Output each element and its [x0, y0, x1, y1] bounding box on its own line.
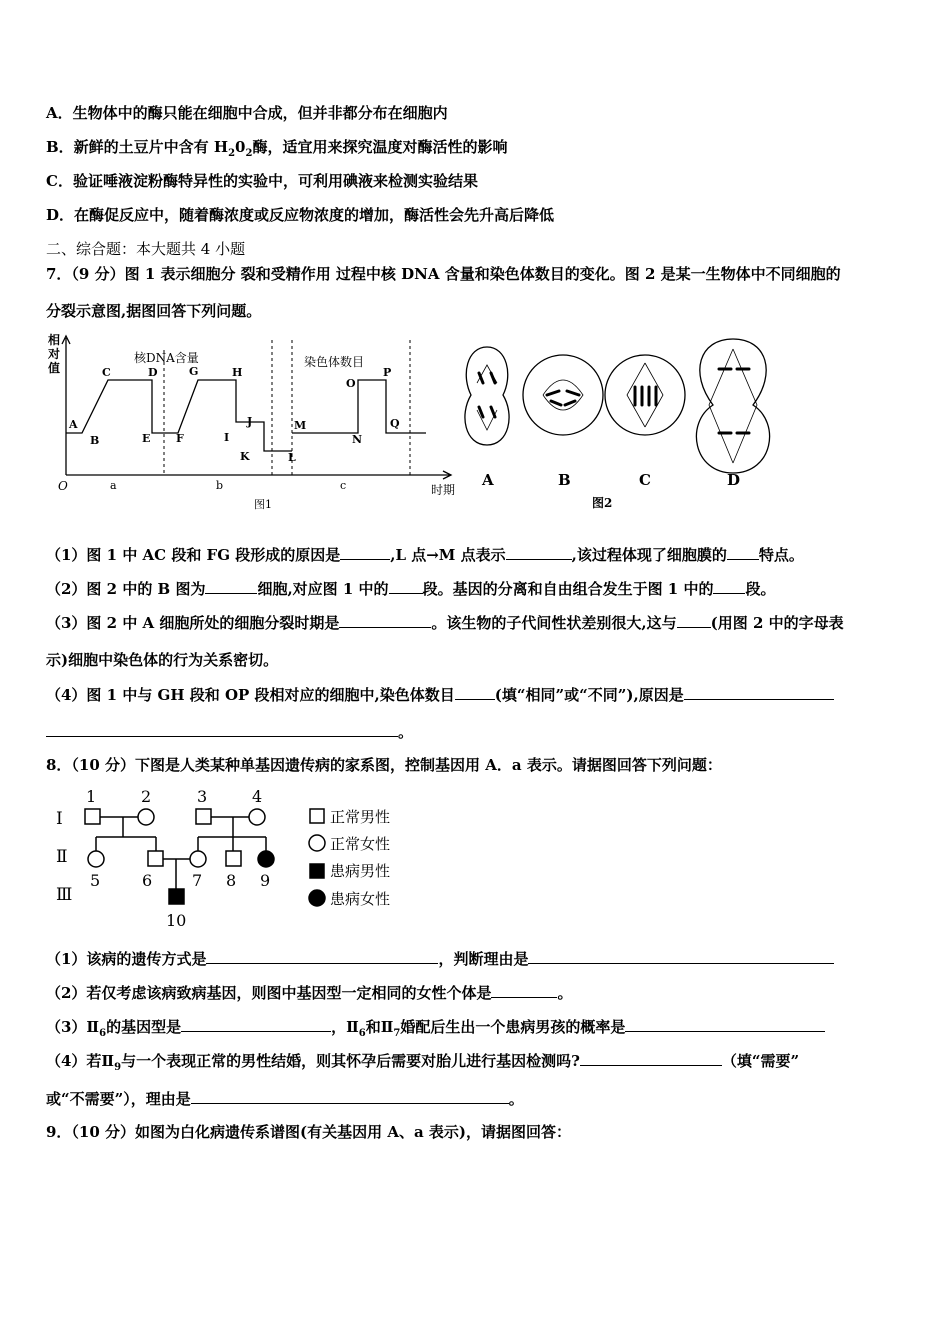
stage-label: b — [216, 479, 224, 492]
q7-sub4-cont: 。 — [46, 721, 413, 742]
point-label: E — [142, 432, 151, 445]
q8-sub4-cont: 或“不需要”），理由是 。 — [46, 1090, 524, 1108]
individual-number: 2 — [141, 787, 152, 806]
answer-blank[interactable] — [46, 721, 398, 737]
q7-sub3: （3）图 2 中 A 细胞所处的细胞分裂时期是 。该生物的子代间性状差别很大,这与 (用图 2 中的字母表 — [46, 614, 844, 632]
individual-number: 3 — [197, 787, 208, 806]
figure-1-caption: 图1 — [254, 498, 272, 511]
q7-sub3-cont: 示)细胞中染色体的行为关系密切。 — [46, 651, 279, 669]
q7-sub4: （4）图 1 中与 GH 段和 OP 段相对应的细胞中,染色体数目 (填“相同”或“不同”),原因是 — [46, 684, 834, 705]
q8-stem: 8．（10 分）下图是人类某种单基因遗传病的家系图，控制基因用 A．a 表示。请据图回答下列问题： — [46, 756, 722, 774]
option-a: A．生物体中的酶只能在细胞中合成，但并非都分布在细胞内 — [46, 104, 448, 122]
point-label: L — [288, 451, 296, 464]
point-label: G — [189, 365, 199, 378]
q7-stem-line1: 7．（9 分）图 1 表示细胞分 裂和受精作用 过程中核 DNA 含量和染色体数目的变化。图 2 是某一生物体中不同细胞的 — [46, 265, 841, 283]
cell-c-label: C — [639, 471, 651, 489]
answer-blank[interactable] — [506, 544, 572, 560]
stage-label: c — [340, 479, 347, 492]
legend-normal-male: 正常男性 — [330, 808, 391, 826]
point-label: K — [240, 450, 250, 463]
dna-curve-label: 核DNA含量 — [134, 351, 199, 365]
cell-d-label: D — [727, 471, 741, 489]
answer-blank[interactable] — [205, 578, 257, 594]
point-label: F — [176, 432, 184, 445]
ylabel-char: 对 — [48, 347, 61, 361]
point-label: H — [232, 366, 243, 379]
individual-number: 8 — [226, 871, 237, 890]
individual-number: 1 — [86, 787, 97, 806]
cell-b-label: B — [558, 471, 571, 489]
ylabel-char: 相 — [48, 333, 61, 347]
x-axis-label: 时期 — [431, 483, 456, 497]
point-label: C — [102, 366, 111, 379]
q7-stem-line2: 分裂示意图,据图回答下列问题。 — [46, 302, 262, 320]
answer-blank[interactable] — [491, 982, 557, 998]
answer-blank[interactable] — [580, 1050, 722, 1066]
point-label: J — [247, 415, 253, 428]
answer-blank[interactable] — [340, 544, 390, 560]
generation-label: Ⅱ — [56, 847, 68, 867]
individual-number: 6 — [142, 871, 153, 890]
pedigree-chart — [46, 782, 426, 932]
q8-sub1: （1）该病的遗传方式是 ，判断理由是 — [46, 948, 834, 969]
answer-blank[interactable] — [389, 578, 423, 594]
answer-blank[interactable] — [713, 578, 745, 594]
point-label: P — [383, 366, 392, 379]
legend-affected-male: 患病男性 — [330, 862, 391, 880]
point-label: Q — [390, 417, 400, 430]
chromosome-curve-label: 染色体数目 — [304, 355, 365, 369]
q7-sub2: （2）图 2 中的 B 图为 细胞,对应图 1 中的 段。基因的分离和自由组合发生于图 1 中的 段。 — [46, 580, 776, 598]
individual-number: 7 — [192, 871, 203, 890]
option-d: D．在酶促反应中，随着酶浓度或反应物浓度的增加，酶活性会先升高后降低 — [46, 206, 555, 224]
option-b: B．新鲜的土豆片中含有 $H_20_2$酶，适宜用来探究温度对酶活性的影响 — [46, 138, 508, 159]
point-label: O — [346, 377, 356, 390]
option-c: C．验证唾液淀粉酶特异性的实验中，可利用碘液来检测实验结果 — [46, 172, 478, 190]
point-label: M — [294, 419, 307, 432]
point-label: A — [69, 418, 78, 431]
answer-blank[interactable] — [455, 684, 495, 700]
q7-sub1: （1）图 1 中 AC 段和 FG 段形成的原因是 ,L 点→M 点表示 ,该过程体现了细胞膜的 特点。 — [46, 546, 804, 564]
point-label: B — [90, 434, 100, 447]
individual-number: 5 — [90, 871, 101, 890]
stage-label: a — [110, 479, 117, 492]
answer-blank[interactable] — [191, 1088, 509, 1104]
generation-label: Ⅰ — [56, 809, 63, 829]
figure-1-graph — [46, 330, 466, 515]
q8-sub2: （2）若仅考虑该病致病基因，则图中基因型一定相同的女性个体是 。 — [46, 984, 573, 1002]
answer-blank[interactable] — [677, 612, 711, 628]
point-label: I — [224, 431, 230, 444]
individual-number: 9 — [260, 871, 271, 890]
q8-sub3: $(3)Ⅱ_6$的基因型是 ，$Ⅱ_6$和$Ⅱ_7$婚配后生出一个患病男孩的概率是 — [46, 1016, 825, 1044]
q9-stem: 9．（10 分）如图为白化病遗传系谱图(有关基因用 A、a 表示)，请据图回答： — [46, 1123, 572, 1141]
answer-blank[interactable] — [206, 948, 438, 964]
answer-blank[interactable] — [625, 1016, 825, 1032]
point-label: N — [352, 433, 363, 446]
figure-2-caption: 图2 — [592, 496, 613, 510]
answer-blank[interactable] — [339, 612, 431, 628]
point-label: D — [148, 366, 158, 379]
origin-label: O — [58, 479, 68, 493]
individual-number: 4 — [252, 787, 263, 806]
answer-blank[interactable] — [528, 948, 834, 964]
section-heading: 二、综合题：本大题共 4 小题 — [46, 240, 246, 258]
answer-blank[interactable] — [181, 1016, 331, 1032]
ylabel-char: 值 — [48, 361, 61, 375]
figure-2-cells — [455, 335, 785, 515]
answer-blank[interactable] — [684, 684, 834, 700]
legend-affected-female: 患病女性 — [330, 890, 391, 908]
individual-number: 10 — [166, 911, 187, 930]
legend-normal-female: 正常女性 — [330, 835, 391, 853]
q8-sub4: （4）若$Ⅱ_9$与一个表现正常的男性结婚，则其怀孕后需要对胎儿进行基因检测吗? （填“需要” — [46, 1052, 800, 1073]
cell-a-label: A — [482, 471, 494, 489]
answer-blank[interactable] — [727, 544, 759, 560]
generation-label: Ⅲ — [56, 885, 73, 905]
